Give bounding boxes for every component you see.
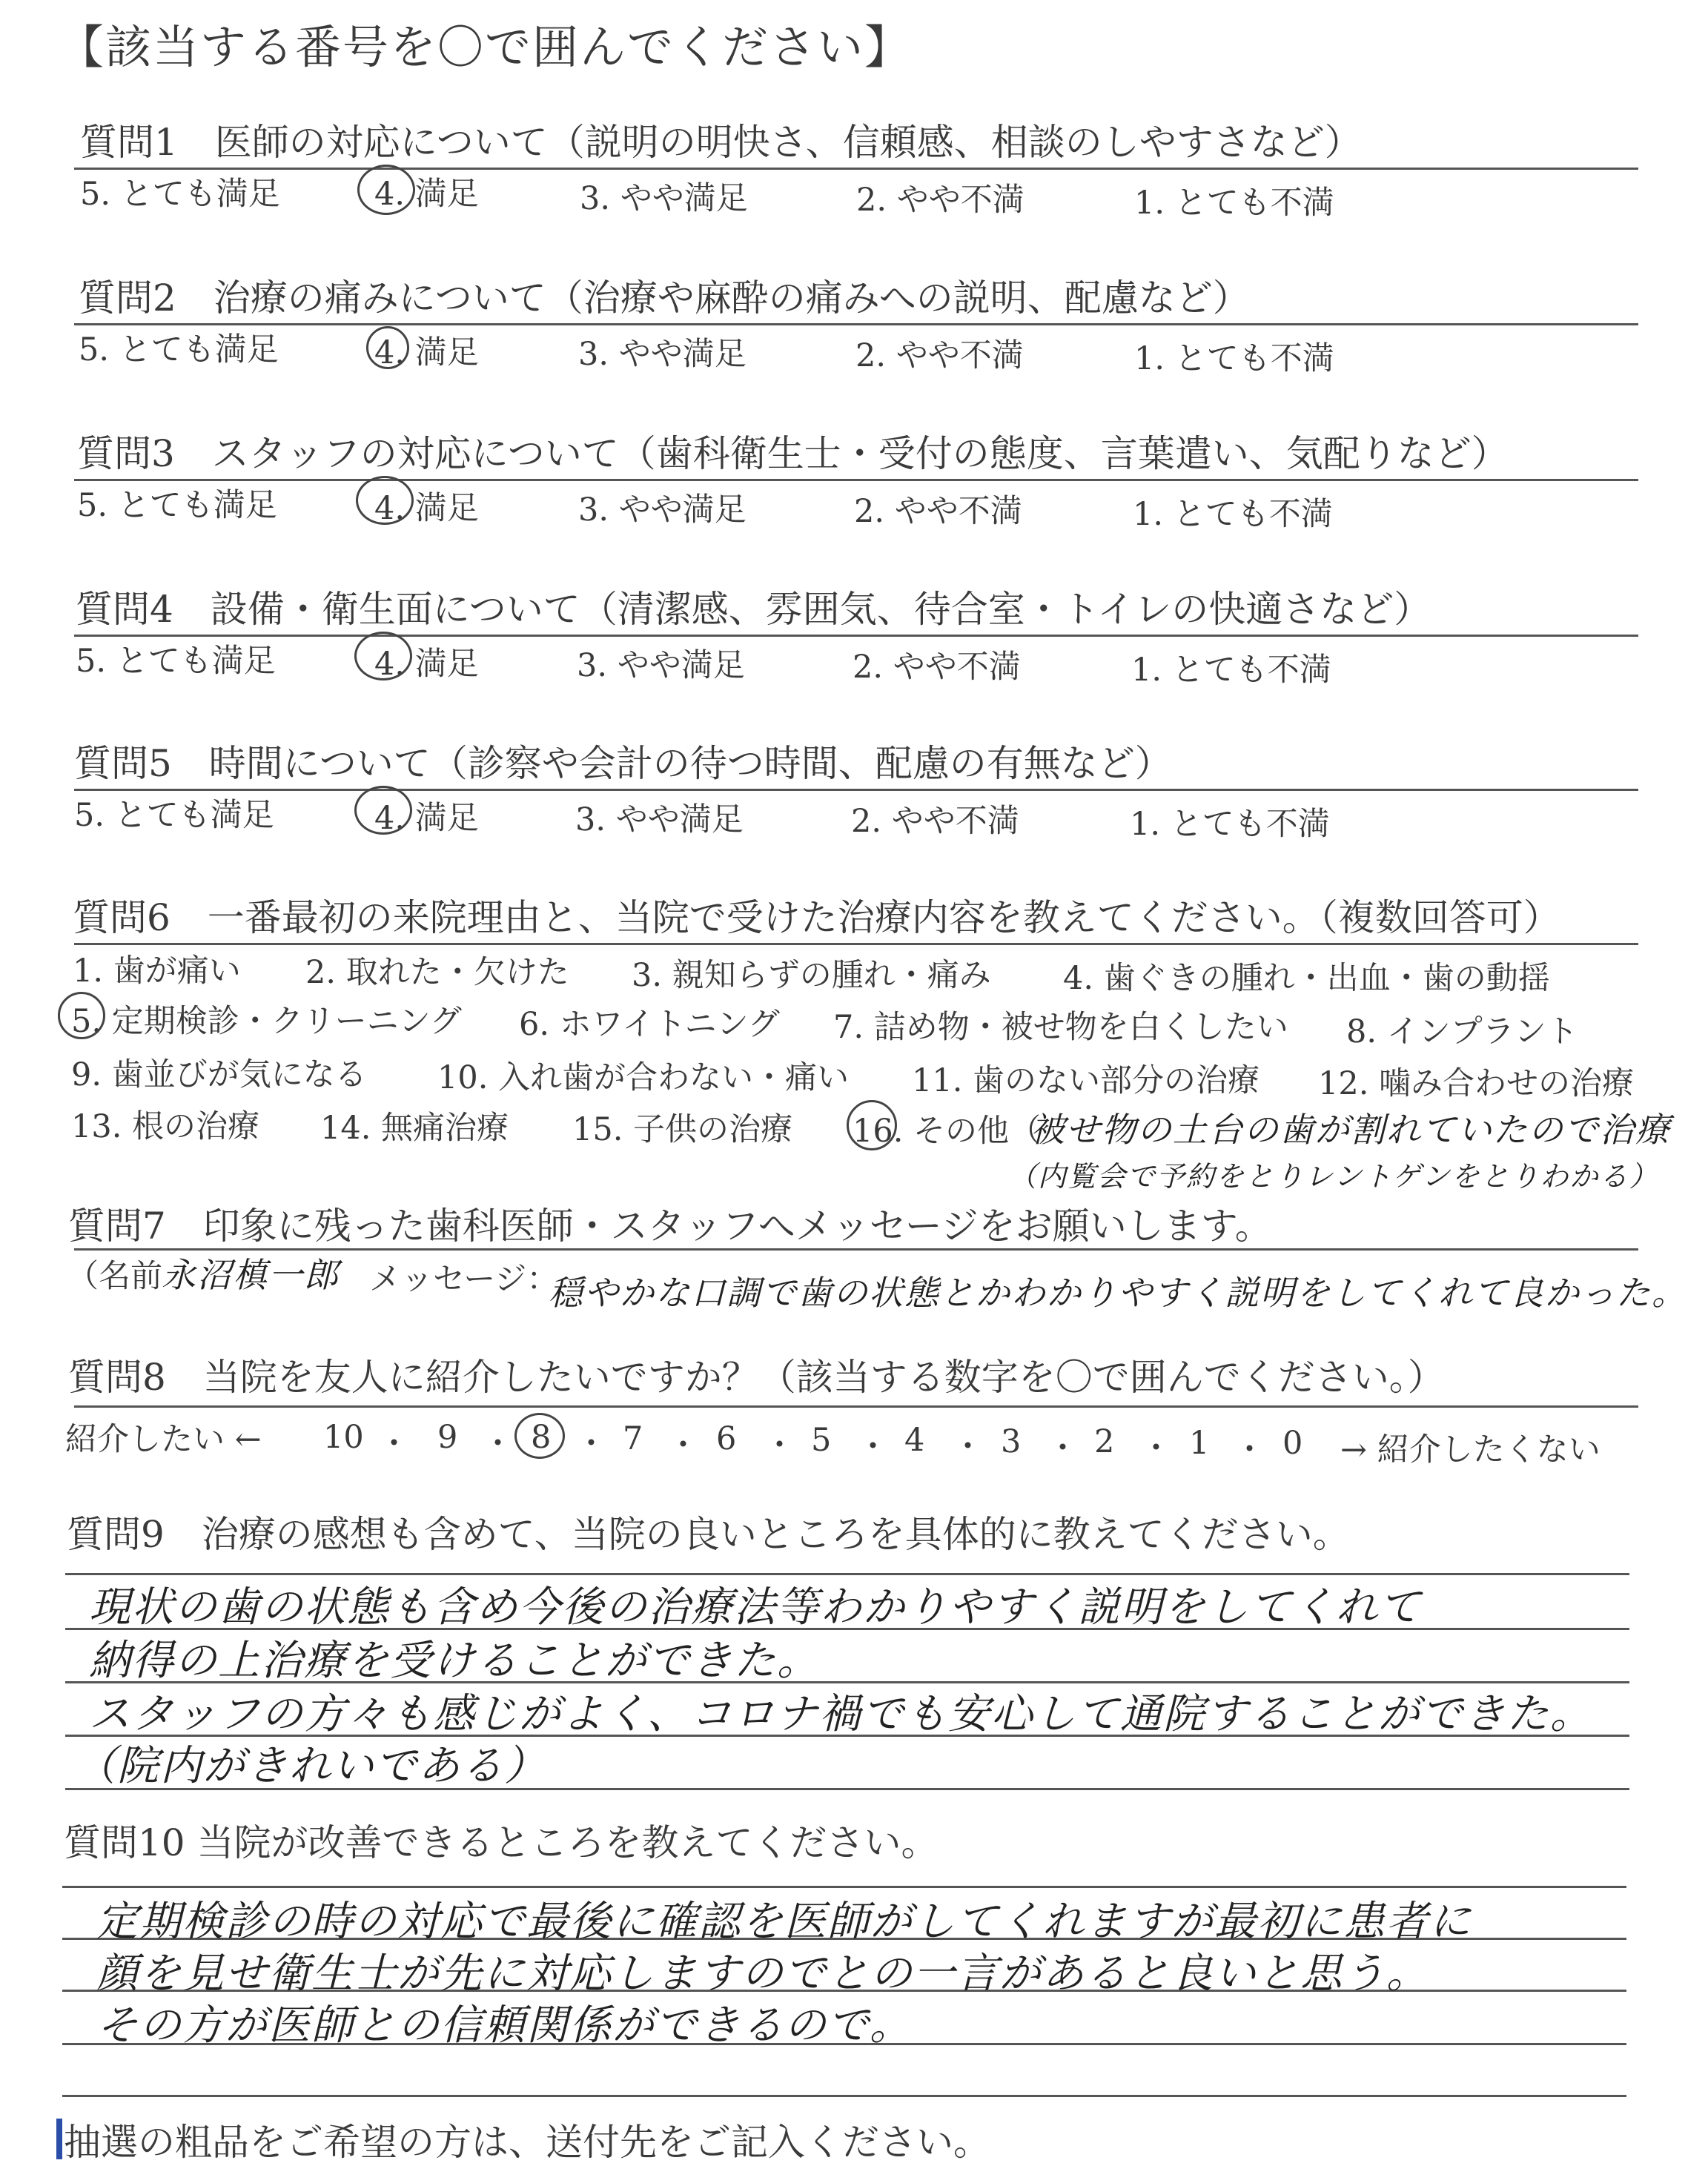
q9-line-1: 現状の歯の状態も含め今後の治療法等わかりやすく説明をしてくれて <box>89 1583 1422 1632</box>
q3-answer-circle <box>356 476 414 525</box>
q4-option-4[interactable]: 4. 満足 <box>374 646 479 683</box>
q4-option-1[interactable]: 1. とても不満 <box>1131 652 1331 689</box>
q6-other-line2: （内覧会で予約をとりレントゲンをとりわかる） <box>1008 1160 1659 1193</box>
q2-option-4[interactable]: 4. 満足 <box>374 334 479 371</box>
q8-scale-9[interactable]: 9 <box>437 1419 458 1456</box>
q6-option-8[interactable]: 8. インプラント <box>1346 1013 1578 1050</box>
q10-line-1: 定期検診の時の対応で最後に確認を医師がしてくれますが最初に患者に <box>96 1898 1472 1946</box>
q4-answer-circle <box>354 632 412 680</box>
q6-rule <box>74 943 1638 945</box>
q6-option-3[interactable]: 3. 親知らずの腫れ・痛み <box>632 957 991 994</box>
q9-line-3: スタッフの方々も感じがよく、コロナ禍でも安心して通院することができた。 <box>89 1690 1593 1738</box>
q8-scale-5[interactable]: 5 <box>811 1422 832 1459</box>
q8-scale-4[interactable]: 4 <box>904 1422 925 1459</box>
q8-left-label: 紹介したい ← <box>65 1421 262 1458</box>
q7-name-value: 永沼槙一郎 <box>162 1255 340 1295</box>
q6-option-7[interactable]: 7. 詰め物・被せ物を白くしたい <box>833 1009 1288 1046</box>
footer-label: 抽選の粗品をご希望の方は、送付先をご記入ください。 <box>64 2121 990 2164</box>
q4-rule <box>74 635 1638 637</box>
q2-rule <box>74 323 1638 325</box>
q6-answer-circle-16 <box>847 1100 897 1150</box>
q6-option-14[interactable]: 14. 無痛治療 <box>320 1110 509 1147</box>
q8-scale-1[interactable]: 1 <box>1189 1425 1210 1462</box>
q8-dot: ・ <box>482 1425 514 1463</box>
page-title: 【該当する番号を〇で囲んでください】 <box>58 20 913 74</box>
q2-option-3[interactable]: 3. やや満足 <box>578 336 747 373</box>
q4-label: 質問4 設備・衛生面について（清潔感、雰囲気、待合室・トイレの快適さなど） <box>76 588 1431 631</box>
q8-scale-6[interactable]: 6 <box>716 1420 737 1457</box>
q10-rule-1 <box>62 1886 1626 1888</box>
q4-option-3[interactable]: 3. やや満足 <box>577 647 745 684</box>
q1-answer-circle <box>357 165 415 215</box>
q1-option-5[interactable]: 5. とても満足 <box>80 176 280 213</box>
q6-label: 質問6 一番最初の来院理由と、当院で受けた治療内容を教えてください。（複数回答可） <box>73 896 1560 939</box>
q8-scale-8[interactable]: 8 <box>531 1419 552 1456</box>
q3-rule <box>74 479 1638 481</box>
q3-label: 質問3 スタッフの対応について（歯科衛生士・受付の態度、言葉遣い、気配りなど） <box>77 432 1509 475</box>
q8-scale-3[interactable]: 3 <box>1001 1423 1022 1460</box>
q5-rule <box>74 789 1638 791</box>
q6-answer-circle-5 <box>58 992 105 1039</box>
q8-rule <box>74 1405 1638 1408</box>
q2-option-1[interactable]: 1. とても不満 <box>1134 340 1334 377</box>
q1-option-1[interactable]: 1. とても不満 <box>1134 185 1334 222</box>
q6-option-13[interactable]: 13. 根の治療 <box>71 1108 260 1145</box>
q8-dot: ・ <box>764 1427 795 1464</box>
q6-option-4[interactable]: 4. 歯ぐきの腫れ・出血・歯の動揺 <box>1063 960 1550 997</box>
q5-option-5[interactable]: 5. とても満足 <box>74 797 274 834</box>
q8-scale-0[interactable]: 0 <box>1282 1425 1303 1462</box>
q2-answer-circle <box>366 326 409 369</box>
q5-option-2[interactable]: 2. やや不満 <box>851 803 1019 840</box>
q4-option-5[interactable]: 5. とても満足 <box>76 643 276 680</box>
q8-dot: ・ <box>575 1425 607 1463</box>
q6-option-6[interactable]: 6. ホワイトニング <box>519 1006 780 1043</box>
q8-scale-10[interactable]: 10 <box>323 1419 364 1456</box>
q2-option-5[interactable]: 5. とても満足 <box>79 331 279 368</box>
q1-option-2[interactable]: 2. やや不満 <box>856 182 1025 219</box>
q7-label: 質問7 印象に残った歯科医師・スタッフへメッセージをお願いします。 <box>68 1205 1272 1248</box>
q3-option-4[interactable]: 4. 満足 <box>374 490 479 527</box>
margin-mark <box>56 2119 62 2159</box>
q6-option-5[interactable]: 5. 定期検診・クリーニング <box>71 1003 462 1040</box>
q4-option-2[interactable]: 2. やや不満 <box>853 649 1021 686</box>
q7-name-label: （名前 <box>67 1258 162 1295</box>
q8-dot: ・ <box>952 1428 984 1465</box>
q8-right-label: → 紹介したくない <box>1340 1431 1601 1468</box>
q8-dot: ・ <box>667 1427 699 1464</box>
q8-scale-7[interactable]: 7 <box>623 1420 643 1457</box>
q1-rule <box>74 168 1638 170</box>
q6-option-16[interactable]: 16. その他（ <box>853 1113 1042 1150</box>
q6-option-10[interactable]: 10. 入れ歯が合わない・痛い <box>437 1059 850 1096</box>
q2-option-2[interactable]: 2. やや不満 <box>855 337 1024 374</box>
q6-option-15[interactable]: 15. 子供の治療 <box>572 1111 793 1148</box>
q6-option-11[interactable]: 11. 歯のない部分の治療 <box>912 1062 1260 1099</box>
q8-label: 質問8 当院を友人に紹介したいですか？（該当する数字を〇で囲んでください。） <box>68 1356 1445 1399</box>
q7-message-label: メッセージ： <box>369 1261 559 1298</box>
q6-option-12[interactable]: 12. 噛み合わせの治療 <box>1318 1065 1635 1102</box>
q3-option-1[interactable]: 1. とても不満 <box>1133 496 1333 533</box>
q8-dot: ・ <box>1140 1430 1172 1467</box>
q5-option-3[interactable]: 3. やや満足 <box>575 801 744 838</box>
q8-dot: ・ <box>1047 1430 1079 1467</box>
q8-dot: ・ <box>378 1425 410 1463</box>
q2-label: 質問2 治療の痛みについて（治療や麻酔の痛みへの説明、配慮など） <box>79 276 1250 319</box>
q6-option-9[interactable]: 9. 歯並びが気になる <box>71 1056 367 1093</box>
q5-option-1[interactable]: 1. とても不満 <box>1130 806 1330 843</box>
q8-dot: ・ <box>857 1428 889 1465</box>
q6-option-1[interactable]: 1. 歯が痛い <box>73 953 241 990</box>
q8-dot: ・ <box>1234 1431 1265 1468</box>
q5-option-4[interactable]: 4. 満足 <box>374 800 479 837</box>
q8-answer-circle <box>514 1413 565 1459</box>
q1-option-4[interactable]: 4. 満足 <box>374 176 479 213</box>
q8-scale-2[interactable]: 2 <box>1094 1423 1115 1460</box>
q5-answer-circle <box>354 786 412 835</box>
q3-option-5[interactable]: 5. とても満足 <box>77 487 277 524</box>
q1-label: 質問1 医師の対応について（説明の明快さ、信頼感、相談のしやすさなど） <box>80 121 1362 164</box>
q9-line-4: （院内がきれいである） <box>74 1742 547 1790</box>
q9-label: 質問9 治療の感想も含めて、当院の良いところを具体的に教えてください。 <box>67 1513 1350 1556</box>
q6-option-2[interactable]: 2. 取れた・欠けた <box>305 954 569 991</box>
q10-line-3: その方が医師との信頼関係ができるので。 <box>96 2001 913 2050</box>
q3-option-2[interactable]: 2. やや不満 <box>854 493 1022 530</box>
q1-option-3[interactable]: 3. やや満足 <box>580 180 748 217</box>
q10-rule-5 <box>62 2095 1626 2097</box>
q3-option-3[interactable]: 3. やや満足 <box>578 491 747 529</box>
q7-message-value: 穏やかな口調で歯の状態とかわかりやすく説明をしてくれて良かった。 <box>549 1273 1687 1313</box>
q5-label: 質問5 時間について（診察や会計の待つ時間、配慮の有無など） <box>74 742 1172 785</box>
q6-other-line1: 被せ物の土台の歯が割れていたので治療 <box>1030 1110 1671 1150</box>
q9-line-2: 納得の上治療を受けることができた。 <box>89 1637 820 1685</box>
q10-label: 質問10 当院が改善できるところを教えてください。 <box>64 1821 939 1864</box>
q10-line-2: 顔を見せ衛生士が先に対応しますのでとの一言があると良いと思う。 <box>96 1950 1429 1998</box>
